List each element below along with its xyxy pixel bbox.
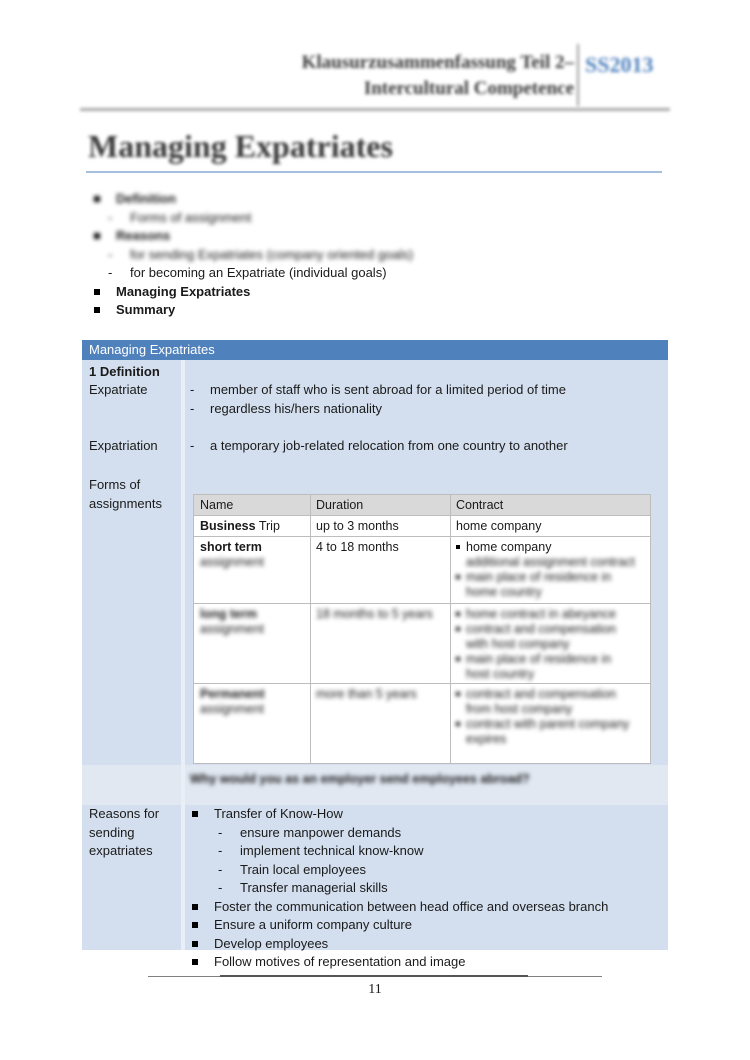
bullet-icon (94, 196, 100, 202)
bullet-icon (94, 307, 100, 313)
list-item: Ensure a uniform company culture (190, 916, 660, 935)
table-row: short term (200, 540, 262, 554)
table-header: Managing Expatriates (82, 340, 668, 360)
bullet-icon (456, 657, 460, 661)
bullet-icon (456, 692, 460, 696)
reasons-label: Reasons for sending expatriates (89, 806, 160, 858)
column-header: Contract (456, 498, 504, 512)
table-row: Permanent (200, 687, 265, 701)
list-item: Foster the communication between head office and overseas branch (190, 898, 660, 917)
page-title: Managing Expatriates (88, 128, 393, 164)
page-number: 11 (368, 982, 382, 997)
bullet-icon (192, 922, 198, 928)
header-semester: SS2013 (585, 52, 654, 77)
table-row: long term (200, 607, 257, 621)
column-header: Name (200, 498, 234, 512)
expatriate-label: Expatriate (89, 382, 148, 397)
header-rule (80, 108, 670, 111)
bullet-icon (192, 941, 198, 947)
list-item: - implement technical know-know (218, 843, 424, 858)
table-body: 1 Definition Expatriate - member of staff who is sent abroad for a limited period of time - regardless his/hers nationality Expatriation - a temporary job-related relocation from one country to another Forms of assignments Name Duration Contract Business Trip up to 3 months home company short term assignment 4 to 18 months home company additional assignment contract main place of residence in home country long term assignment 18 months to 5 years home contract in abeyance contract and compensation with host company main place of residence in host country Permanent assignment more than 5 years contract and compensation from host company contract with parent company expires Why would you as an employer send employees abroad? Reasons for sending expatriates Transfer of Know-How - ensure manpower demands - implement technical know-know - Train local employees - Transfer managerial skills Foster the communication between head office and overseas branch Ensure a uniform company culture Develop employees Follow motives of representation and image (82, 360, 668, 950)
forms-label: Forms of assignments (89, 477, 162, 511)
bullet-icon (94, 289, 100, 295)
bullet-icon (456, 545, 460, 549)
page-header (80, 42, 670, 112)
bullet-icon (192, 959, 198, 965)
bullet-icon (192, 904, 198, 910)
list-item: Develop employees (190, 935, 660, 954)
bullet-icon (456, 575, 460, 579)
list-item: Transfer of Know-How (190, 805, 660, 824)
bullet-icon (456, 612, 460, 616)
column-separator (181, 360, 185, 950)
reasons-list (190, 805, 660, 972)
assignments-table: Name Duration Contract Business Trip up to 3 months home company short term assignment 4 to 18 months home company additional assignment contract main place of residence in home country long term assignment 18 months to 5 years home contract in abeyance contract and compensation with host company main place of residence in host country Permanent assignment more than 5 years contract and compensation from host company contract with parent company expires (193, 494, 651, 764)
title-rule (86, 171, 662, 173)
expatriate-definition-2: regardless his/hers nationality (210, 401, 382, 416)
section-heading: 1 Definition (89, 364, 160, 379)
footer-rule-thick (220, 975, 528, 977)
expatriate-definition-1: member of staff who is sent abroad for a limited period of time (210, 382, 566, 397)
list-item: - Transfer managerial skills (218, 880, 388, 895)
bullet-icon (456, 722, 460, 726)
header-separator (577, 44, 579, 106)
column-header: Duration (316, 498, 364, 512)
list-item: - Train local employees (218, 861, 366, 877)
bullet-icon (456, 627, 460, 631)
header-title: Klausurzusammenfassung Teil 2– Intercultural Competence (301, 52, 574, 99)
expatriates-table (82, 340, 668, 969)
expatriation-definition: a temporary job-related relocation from one country to another (210, 438, 568, 453)
bullet-icon (94, 233, 100, 239)
question-text: Why would you as an employer send employees abroad? (190, 772, 530, 786)
bullet-icon (192, 811, 198, 817)
table-row: Business Trip (200, 519, 280, 533)
assignments-header-row (194, 495, 650, 515)
expatriation-label: Expatriation (89, 438, 158, 453)
list-item: - ensure manpower demands (218, 824, 402, 840)
list-item: Follow motives of representation and image (190, 953, 660, 972)
